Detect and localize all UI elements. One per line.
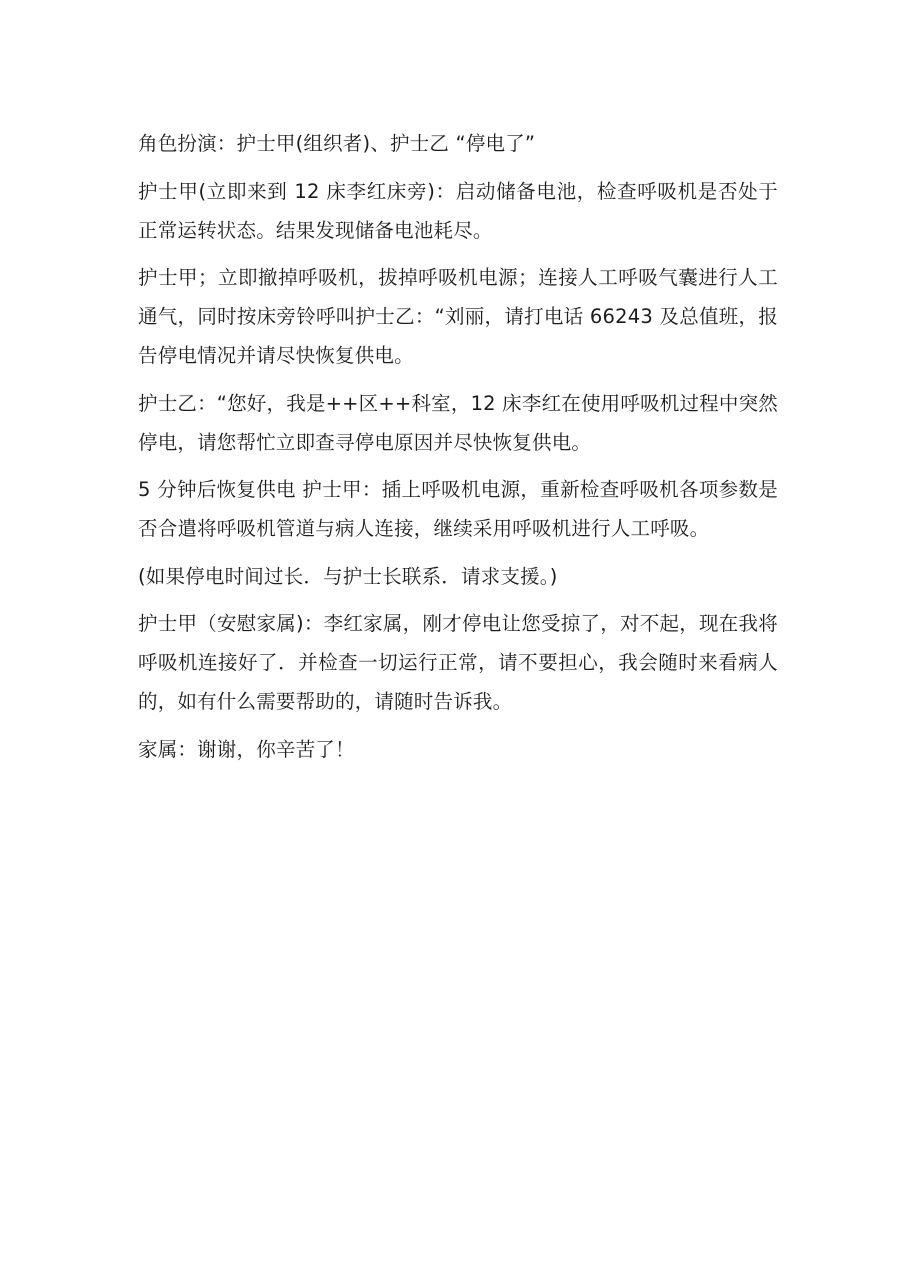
paragraph-nurse-a-check: 护士甲(立即来到 12 床李红床旁)：启动储备电池，检查呼吸机是否处于正常运转状态。结果发现储备电池耗尽。 — [138, 179, 778, 242]
paragraph-nurse-a-action: 护士甲；立即撤掉呼吸机，拔掉呼吸机电源；连接人工呼吸气囊进行人工通气，同时按床旁铃呼叫护士乙：“刘丽，请打电话 66243 及总值班，报告停电情况并请尽快恢复供电。 — [138, 266, 778, 367]
document-body — [138, 124, 778, 777]
paragraph-power-restored: 5 分钟后恢复供电 护士甲：插上呼吸机电源，重新检查呼吸机各项参数是否合遣将呼吸机管道与病人连接，继续采用呼吸机进行人工呼吸。 — [138, 478, 778, 540]
paragraph-roles: 角色扮演：护士甲(组织者)、护士乙 “停电了” — [138, 132, 536, 155]
paragraph-comfort-family: 护士甲（安慰家属)：李红家属，刚才停电让您受掠了，对不起，现在我将呼吸机连接好了．并检查一切运行正常，请不要担心，我会随时来看病人的，如有什么需要帮助的，请随时告诉我。 — [138, 612, 778, 713]
paragraph-nurse-b-call: 护士乙：“您好，我是++区++科室，12 床李红在使用呼吸机过程中突然停电，请您帮忙立即查寻停电原因并尽快恢复供电。 — [138, 391, 778, 454]
paragraph-family-reply: 家属：谢谢，你辛苦了！ — [138, 737, 355, 761]
paragraph-note: (如果停电时间过长．与护士长联系．请求支援。) — [138, 564, 558, 588]
